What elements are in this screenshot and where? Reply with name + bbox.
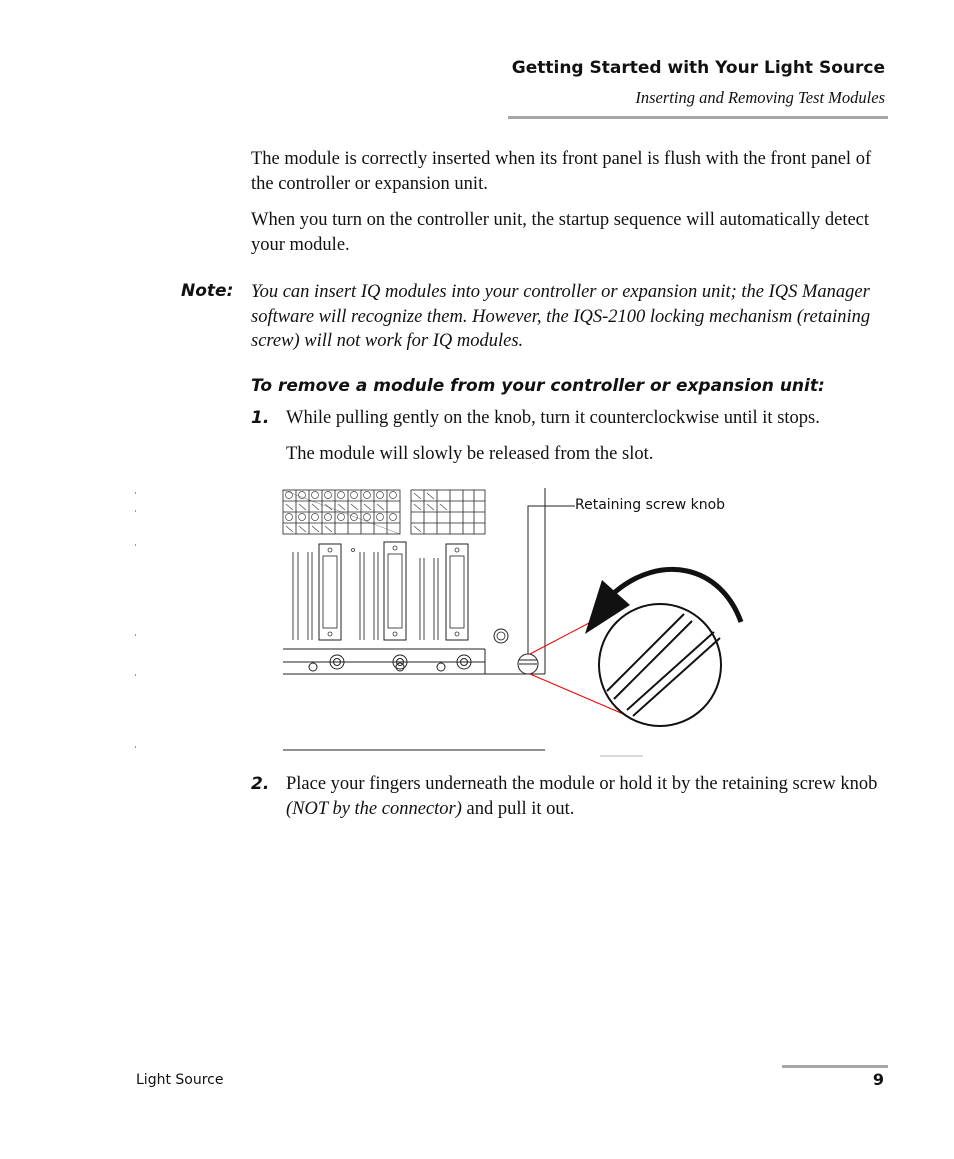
step-1-text: While pulling gently on the knob, turn it counterclockwise until it stops. <box>286 408 820 428</box>
chapter-title: Getting Started with Your Light Source <box>511 58 885 78</box>
step-2-text-start: Place your fingers underneath the module or hold it by the retaining screw knob <box>286 774 878 794</box>
callout-retaining-screw-knob: Retaining screw knob <box>575 497 726 513</box>
step-1-number: 1. <box>251 408 270 428</box>
retaining-screw-knob <box>518 654 538 674</box>
page-number: 9 <box>872 1070 884 1089</box>
section-title: Inserting and Removing Test Modules <box>635 88 885 107</box>
paragraph-1: The module is correctly inserted when its front panel is flush with the front panel of the controller or expansion unit. <box>251 149 872 194</box>
procedure-heading: To remove a module from your controller or expansion unit: <box>251 376 825 396</box>
module-removal-figure <box>130 484 770 769</box>
step-2-text <box>286 772 896 822</box>
step-2-text-end: and pull it out. <box>461 799 575 819</box>
step-2-number: 2. <box>251 774 270 794</box>
controller-illustration <box>130 484 770 764</box>
note-label: Note: <box>181 281 234 301</box>
step-2-text-emphasis: (NOT by the connector) <box>286 799 462 819</box>
header-rule <box>508 116 888 119</box>
footer-document-name: Light Source <box>136 1072 224 1088</box>
paragraph-2: When you turn on the controller unit, the startup sequence will automatically detect your module. <box>251 210 870 255</box>
step-1-result: The module will slowly be released from the slot. <box>286 444 654 464</box>
footer-rule <box>782 1065 888 1068</box>
note-text: You can insert IQ modules into your controller or expansion unit; the IQS Manager software will recognize them. However, the IQS-2100 locking mechanism (retaining screw) will not work for IQ modules. <box>251 282 871 351</box>
